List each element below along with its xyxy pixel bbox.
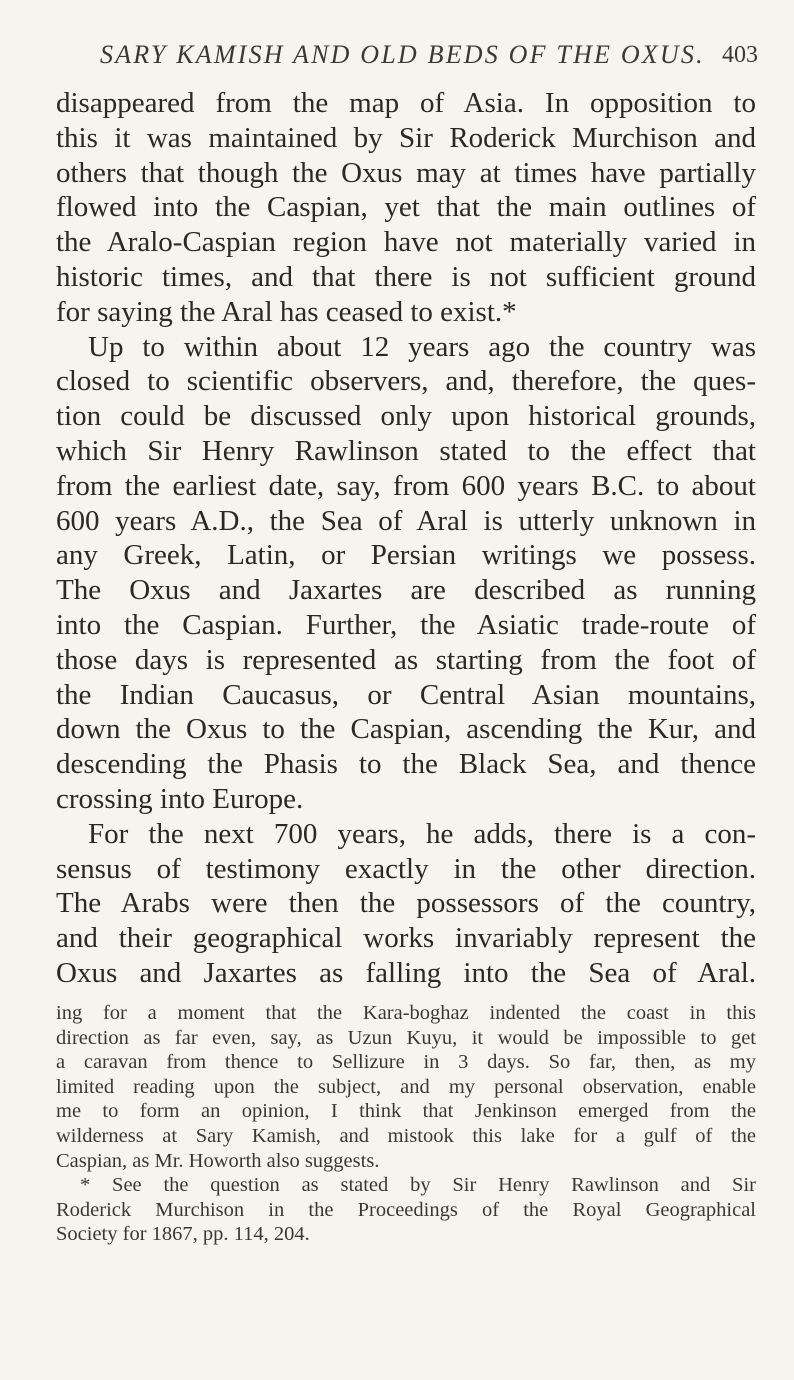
body-line: this it was maintained by Sir Roderick Murchison and (56, 121, 756, 154)
body-line: descending the Phasis to the Black Sea, and thence (56, 748, 756, 781)
running-head-title: SARY KAMISH AND OLD BEDS OF THE OXUS. (100, 40, 705, 69)
body-line: the Aralo-Caspian region have not materially varied in (56, 226, 756, 259)
body-line: sensus of testimony exactly in the other direction. (56, 852, 756, 885)
body-line: Oxus and Jaxartes as falling into the Sea of Aral. (56, 956, 756, 989)
body-line: for saying the Aral has ceased to exist.* (56, 295, 517, 328)
footnote-line: Society for 1867, pp. 114, 204. (56, 1223, 310, 1246)
footnote-line: a caravan from thence to Sellizure in 3 days. So far, then, as my (56, 1051, 756, 1074)
body-line: tion could be discussed only upon historical grounds, (56, 400, 756, 433)
body-line: those days is represented as starting from the foot of (56, 643, 756, 676)
footnote-line: me to form an opinion, I think that Jenkinson emerged from the (56, 1100, 756, 1123)
body-line: crossing into Europe. (56, 782, 304, 815)
body-line: any Greek, Latin, or Persian writings we possess. (56, 539, 756, 572)
body-line: the Indian Caucasus, or Central Asian mountains, (56, 678, 756, 711)
body-line: 600 years A.D., the Sea of Aral is utterly unknown in (56, 504, 756, 537)
body-line: The Oxus and Jaxartes are described as running (56, 574, 756, 607)
body-text (56, 86, 756, 991)
body-line: down the Oxus to the Caspian, ascending the Kur, and (56, 713, 756, 746)
body-line: from the earliest date, say, from 600 years B.C. to about (56, 469, 756, 502)
body-line: flowed into the Caspian, yet that the main outlines of (56, 191, 756, 224)
body-line: which Sir Henry Rawlinson stated to the effect that (56, 434, 756, 467)
body-line: disappeared from the map of Asia. In opposition to (56, 87, 756, 119)
footnote-line: Roderick Murchison in the Proceedings of the Royal Geographical (56, 1198, 756, 1221)
body-line: others that though the Oxus may at times have partially (56, 156, 756, 189)
body-line: Up to within about 12 years ago the country was (88, 330, 756, 363)
body-line: The Arabs were then the possessors of the country, (56, 887, 756, 920)
footnote-line: * See the question as stated by Sir Henry Rawlinson and Sir (80, 1174, 756, 1197)
body-line: into the Caspian. Further, the Asiatic trade-route of (56, 608, 756, 641)
body-line: historic times, and that there is not sufficient ground (56, 260, 756, 293)
page-number: 403 (722, 42, 758, 68)
footnote-line: limited reading upon the subject, and my personal observation, enable (56, 1075, 756, 1098)
footnote-line: direction as far even, say, as Uzun Kuyu, it would be impossible to get (56, 1026, 756, 1049)
body-line: closed to scientific observers, and, therefore, the ques- (56, 365, 756, 398)
footnote-line: Caspian, as Mr. Howorth also suggests. (56, 1149, 380, 1172)
footnotes (56, 1001, 756, 1247)
footnote-line: wilderness at Sary Kamish, and mistook this lake for a gulf of the (56, 1124, 756, 1147)
running-head (0, 40, 794, 76)
body-line: and their geographical works invariably represent the (56, 922, 756, 955)
body-line: For the next 700 years, he adds, there is a con- (88, 817, 756, 850)
footnote-line: ing for a moment that the Kara-boghaz indented the coast in this (56, 1002, 756, 1024)
